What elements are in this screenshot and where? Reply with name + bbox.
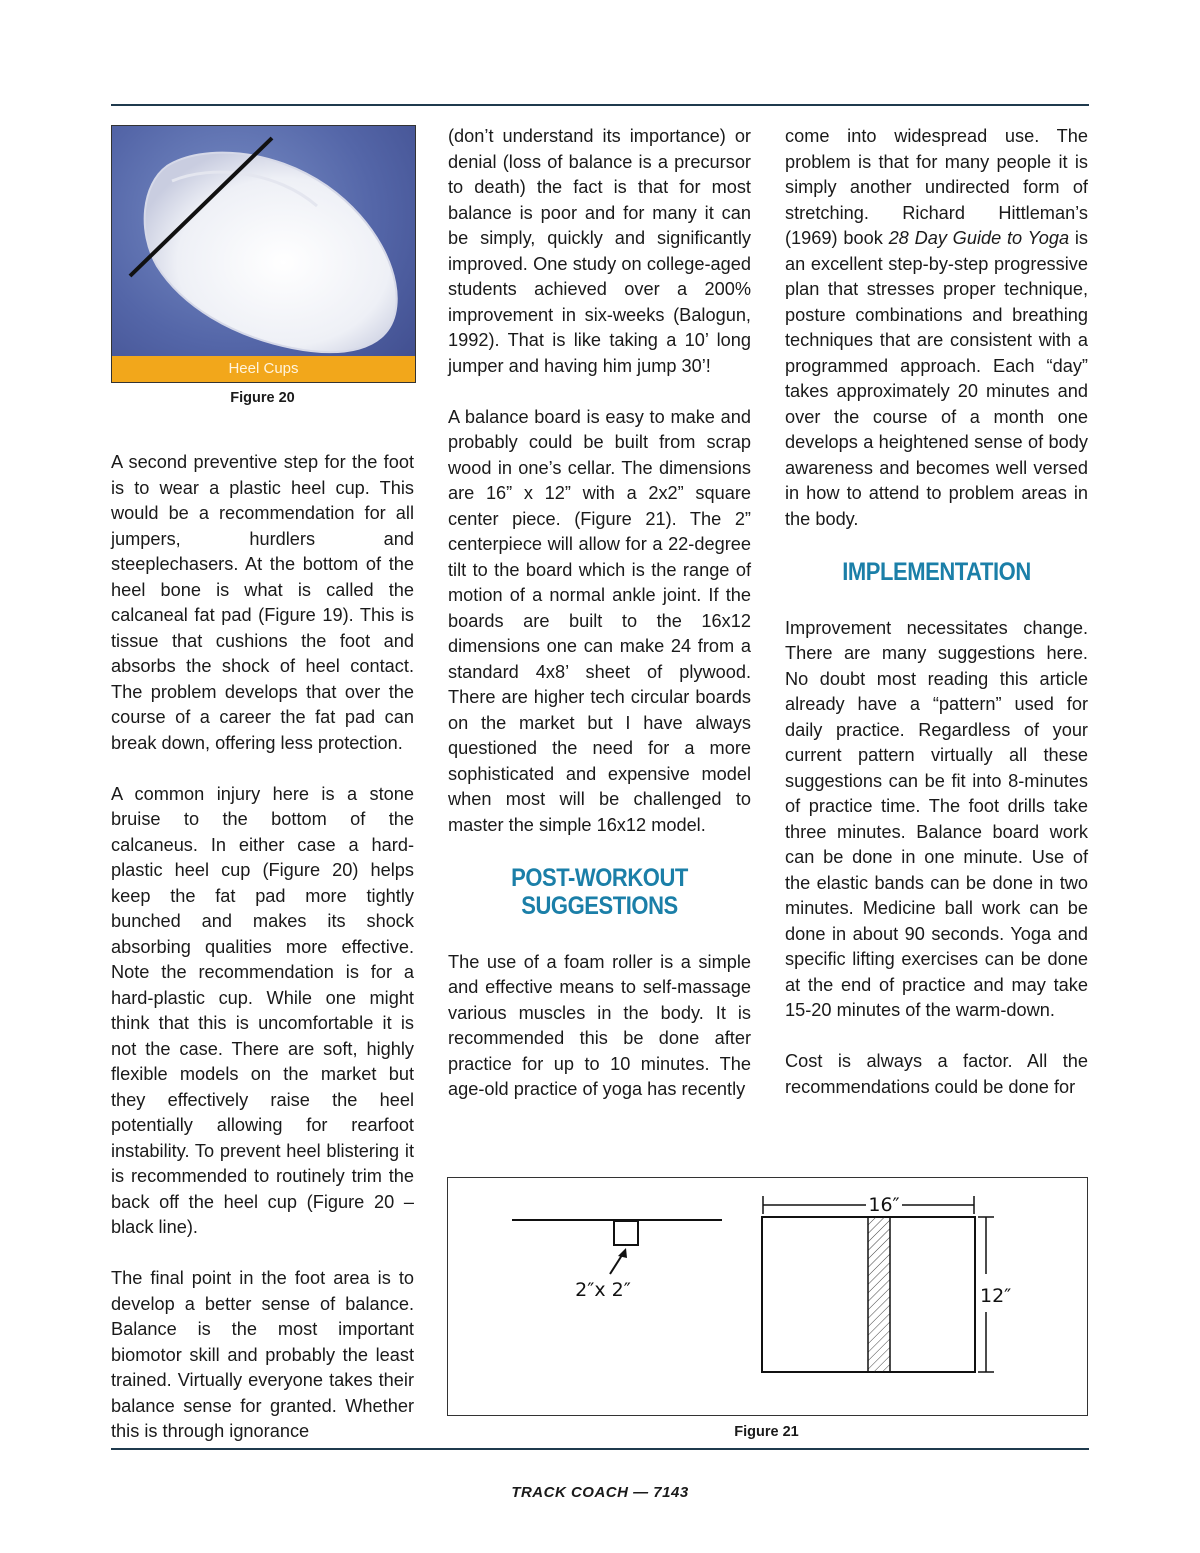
col2-paragraph-3: The use of a foam roller is a simple and effective means to self-massage various muscles in the body. It is recommended this be done after practice for up to 10 minutes. The age-old practice of yoga has recently [448,951,751,1099]
col3-p1-text-cont: is an excellent step-by-step progressive plan that stresses proper technique, posture combinations and breathing techniques that are consistent with a programmed approach. Each “day” takes approximately 20 minutes and over the course of a month one develops a heightened sense of body awareness and becomes well versed in how to attend to problem areas in the body. [785,228,1088,529]
column-2 [448,124,751,1103]
heading-line-2: SUGGESTIONS [521,891,678,920]
balance-board-diagram [448,1178,1087,1415]
center-strip [868,1217,890,1372]
figure-21-caption: Figure 21 [734,1424,799,1440]
col2-paragraph-2: A balance board is easy to make and probably could be built from scrap wood in one’s cellar. The dimensions are 16” x 12” with a 2x2” square center piece. (Figure 21). The 2” centerpiece will allow for a 22-degree tilt to the board which is the range of motion of a normal ankle joint. If the boards are built to the 16x12 dimensions one can make 24 from a standard 4x8’ sheet of plywood. There are higher tech circular boards on the market but I have always questioned the need for a more sophisticated and expensive model when most will be challenged to master the simple 16x12 model. [448,406,751,835]
col1-paragraph-2: A common injury here is a stone bruise to the bottom of the calcaneus. In either case a hard-plastic heel cup (Figure 20) helps keep the fat pad more tightly bunched and makes its shock absorbing qualities more effective. Note the recommendation is for a hard-plastic cup. While one might think that this is uncomfortable it is not the case. There are soft, highly flexible models on the market but they effectively raise the heel potentially allowing for rearfoot instability. To prevent heel blistering it is recommended to routinely trim the back off the heel cup (Figure 20 – black line). [111,783,414,1237]
arrow-icon [618,1248,627,1258]
post-workout-heading [466,864,733,920]
figure-21-diagram [447,1177,1088,1416]
col3-paragraph-1 [785,124,1088,532]
center-block [614,1221,638,1245]
center-label: 2″x 2″ [575,1279,631,1301]
col1-paragraph-3: The final point in the foot area is to develop a better sense of balance. Balance is the most important biomotor skill and probably the least trained. Virtually everyone takes their balance sense for granted. Whether this is through ignorance [111,1268,414,1441]
col3-paragraph-2: Improvement necessitates change. There are many suggestions here. No doubt most reading this article already have a “pattern” used for daily practice. Regardless of your current pattern virtually all these suggestions can be fit into 8-minutes of practice time. The foot drills take three minutes. Balance board work can be done in one minute. Use of the elastic bands can be done in two minutes. Medicine ball work can be done in about 90 seconds. Yoga and specific lifting exercises can be done at the end of practice and may take 15-20 minutes of the warm-down. [785,617,1088,1020]
figure-20-label-band: Heel Cups [112,356,415,382]
page-footer: TRACK COACH — 7143 [511,1484,689,1501]
column-1 [111,450,414,1445]
col1-paragraph-1: A second preventive step for the foot is to wear a plastic heel cup. This would be a recommendation for all jumpers, hurdlers and steeplechasers. At the bottom of the heel bone is what is called the calcaneal fat pad (Figure 19). This is tissue that cushions the foot and absorbs the shock of heel contact. The problem develops that over the course of a career the fat pad can break down, offering less protection. [111,452,414,753]
column-3 [785,124,1088,1100]
implementation-heading: IMPLEMENTATION [842,557,1031,586]
col2-paragraph-1: (don’t understand its importance) or denial (loss of balance is a precursor to death) the fact is that for most balance is poor and for many it can be simply, quickly and significantly improved. One study on college-aged students achieved over a 200% improvement in six-weeks (Balogun, 1992). That is like taking a 10’ long jumper and having him jump 30’! [448,126,751,376]
col3-p1-text: come into widespread use. The problem is that for many people it is simply another undirected form of stretching. Richard Hittleman’s (1969) book [785,126,1088,248]
bottom-rule [111,1448,1089,1450]
width-label: 16″ [868,1194,900,1216]
figure-20-image [111,125,416,383]
heel-cup-illustration [112,126,415,382]
col3-paragraph-3: Cost is always a factor. All the recommendations could be done for [785,1051,1088,1097]
height-label: 12″ [980,1285,1012,1307]
book-title: 28 Day Guide to Yoga [888,228,1070,248]
top-rule [111,104,1089,106]
figure-20-caption: Figure 20 [230,390,295,406]
heading-line-1: POST-WORKOUT [511,863,688,892]
